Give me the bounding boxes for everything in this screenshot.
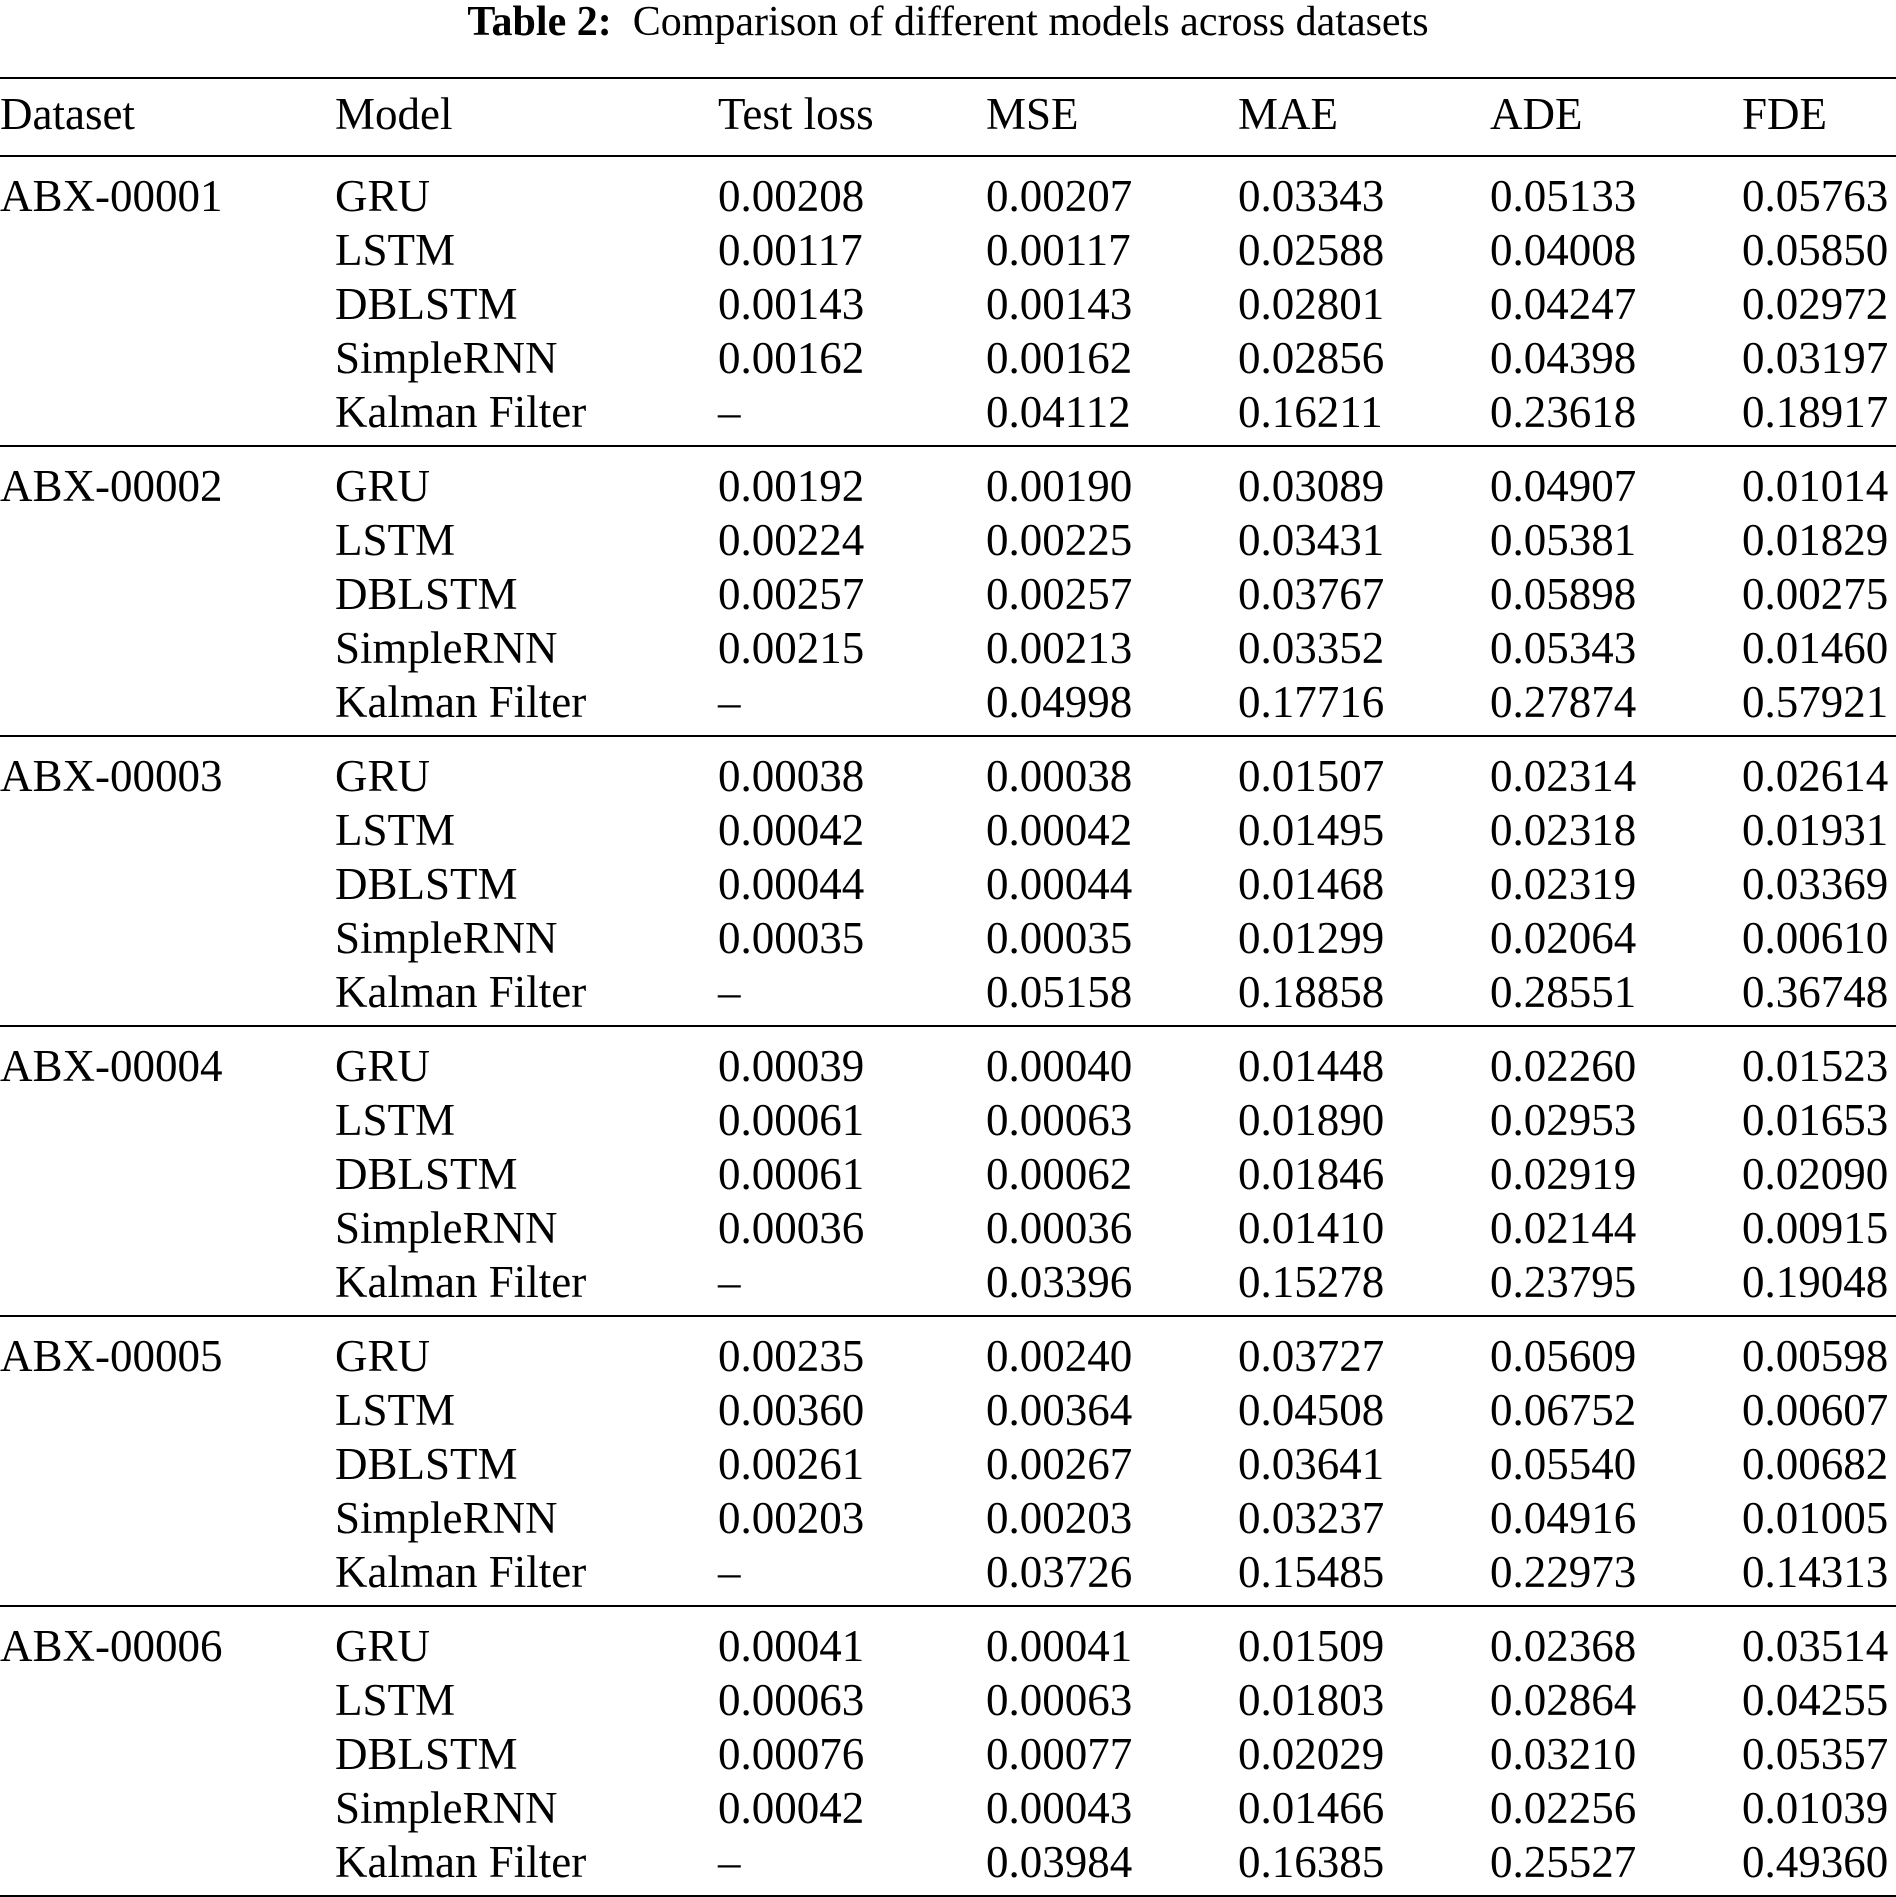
- cell-dataset: [0, 1727, 335, 1781]
- cell-fde: 0.00275: [1742, 569, 1889, 619]
- cell-ade: 0.23795: [1490, 1257, 1637, 1307]
- cell-mse: 0.00117: [986, 225, 1131, 275]
- cell-mae: 0.01410: [1238, 1203, 1385, 1253]
- dataset-group: [0, 736, 1896, 1026]
- table-caption: [0, 0, 1896, 50]
- cell-test-loss: 0.00035: [718, 913, 865, 963]
- cell-test-loss: –: [718, 677, 741, 727]
- cell-model: Kalman Filter: [335, 387, 587, 437]
- cell-mae: 0.02029: [1238, 1729, 1385, 1779]
- table-row: [0, 1201, 1896, 1255]
- cell-model: LSTM: [335, 1675, 456, 1725]
- cell-ade: 0.04247: [1490, 279, 1637, 329]
- table-row: [0, 621, 1896, 675]
- cell-dataset: [0, 1781, 335, 1835]
- table-row: [0, 277, 1896, 331]
- cell-model: SimpleRNN: [335, 623, 558, 673]
- cell-ade: 0.02314: [1490, 751, 1637, 801]
- cell-test-loss: 0.00038: [718, 751, 865, 801]
- cell-mse: 0.00207: [986, 171, 1133, 221]
- cell-mae: 0.04508: [1238, 1385, 1385, 1435]
- cell-model: DBLSTM: [335, 1439, 518, 1489]
- cell-ade: 0.02319: [1490, 859, 1637, 909]
- cell-mse: 0.04112: [986, 387, 1131, 437]
- cell-dataset: [0, 857, 335, 911]
- cell-mse: 0.04998: [986, 677, 1133, 727]
- header-mae: MAE: [1238, 89, 1338, 139]
- cell-model: GRU: [335, 461, 431, 511]
- table-row: [0, 675, 1896, 736]
- cell-mse: 0.00043: [986, 1783, 1133, 1833]
- cell-test-loss: 0.00162: [718, 333, 865, 383]
- cell-ade: 0.23618: [1490, 387, 1637, 437]
- cell-mae: 0.15485: [1238, 1547, 1385, 1597]
- cell-model: LSTM: [335, 1095, 456, 1145]
- header-test-loss: Test loss: [718, 89, 874, 139]
- cell-fde: 0.01039: [1742, 1783, 1889, 1833]
- cell-test-loss: 0.00261: [718, 1439, 865, 1489]
- header-row: [0, 78, 1896, 156]
- cell-test-loss: –: [718, 1837, 741, 1887]
- cell-mae: 0.01468: [1238, 859, 1385, 909]
- cell-mse: 0.00364: [986, 1385, 1133, 1435]
- dataset-group: [0, 1316, 1896, 1606]
- cell-fde: 0.01523: [1742, 1041, 1889, 1091]
- table-row: [0, 567, 1896, 621]
- cell-dataset: [0, 1491, 335, 1545]
- dataset-group: [0, 156, 1896, 446]
- cell-mse: 0.00225: [986, 515, 1133, 565]
- cell-test-loss: 0.00257: [718, 569, 865, 619]
- table-row: [0, 331, 1896, 385]
- cell-mae: 0.01507: [1238, 751, 1385, 801]
- table-row: [0, 911, 1896, 965]
- cell-mse: 0.03726: [986, 1547, 1133, 1597]
- cell-dataset: [0, 621, 335, 675]
- cell-mae: 0.03727: [1238, 1331, 1385, 1381]
- cell-model: Kalman Filter: [335, 677, 587, 727]
- cell-test-loss: 0.00039: [718, 1041, 865, 1091]
- cell-fde: 0.14313: [1742, 1547, 1889, 1597]
- cell-mse: 0.00077: [986, 1729, 1133, 1779]
- cell-model: LSTM: [335, 805, 456, 855]
- cell-model: Kalman Filter: [335, 967, 587, 1017]
- cell-model: DBLSTM: [335, 1149, 518, 1199]
- table-row: [0, 965, 1896, 1026]
- cell-ade: 0.02064: [1490, 913, 1637, 963]
- header-fde: FDE: [1742, 89, 1828, 139]
- table-caption-text: Comparison of different models across datasets: [632, 0, 1429, 45]
- cell-ade: 0.25527: [1490, 1837, 1637, 1887]
- cell-test-loss: –: [718, 1257, 741, 1307]
- table-row: [0, 1781, 1896, 1835]
- cell-mse: 0.00038: [986, 751, 1133, 801]
- cell-dataset: [0, 331, 335, 385]
- cell-test-loss: 0.00360: [718, 1385, 865, 1435]
- cell-model: LSTM: [335, 1385, 456, 1435]
- cell-fde: 0.01931: [1742, 805, 1889, 855]
- cell-model: LSTM: [335, 515, 456, 565]
- cell-test-loss: 0.00224: [718, 515, 865, 565]
- cell-mse: 0.03984: [986, 1837, 1133, 1887]
- cell-mse: 0.00063: [986, 1095, 1133, 1145]
- cell-test-loss: 0.00215: [718, 623, 865, 673]
- cell-fde: 0.05357: [1742, 1729, 1889, 1779]
- cell-mae: 0.16211: [1238, 387, 1383, 437]
- cell-mae: 0.01299: [1238, 913, 1385, 963]
- cell-mse: 0.00143: [986, 279, 1133, 329]
- cell-dataset: [0, 1147, 335, 1201]
- cell-model: SimpleRNN: [335, 913, 558, 963]
- cell-fde: 0.36748: [1742, 967, 1889, 1017]
- cell-model: Kalman Filter: [335, 1257, 587, 1307]
- table-row: [0, 1147, 1896, 1201]
- cell-mse: 0.05158: [986, 967, 1133, 1017]
- cell-test-loss: 0.00208: [718, 171, 865, 221]
- cell-mae: 0.03352: [1238, 623, 1385, 673]
- table-row: [0, 1437, 1896, 1491]
- cell-ade: 0.02318: [1490, 805, 1637, 855]
- cell-dataset: ABX-00001: [0, 171, 223, 221]
- cell-model: DBLSTM: [335, 569, 518, 619]
- cell-ade: 0.02260: [1490, 1041, 1637, 1091]
- dataset-group: [0, 1606, 1896, 1896]
- table-header: [0, 78, 1896, 156]
- cell-model: GRU: [335, 1621, 431, 1671]
- cell-test-loss: 0.00192: [718, 461, 865, 511]
- cell-model: SimpleRNN: [335, 1203, 558, 1253]
- cell-mse: 0.00035: [986, 913, 1133, 963]
- cell-fde: 0.57921: [1742, 677, 1889, 727]
- cell-test-loss: 0.00061: [718, 1149, 865, 1199]
- cell-fde: 0.03514: [1742, 1621, 1889, 1671]
- table-row: [0, 857, 1896, 911]
- cell-dataset: [0, 1093, 335, 1147]
- cell-dataset: ABX-00005: [0, 1331, 223, 1381]
- cell-test-loss: 0.00036: [718, 1203, 865, 1253]
- cell-model: Kalman Filter: [335, 1837, 587, 1887]
- cell-ade: 0.05133: [1490, 171, 1637, 221]
- cell-test-loss: 0.00117: [718, 225, 863, 275]
- cell-fde: 0.01005: [1742, 1493, 1889, 1543]
- table-row: [0, 446, 1896, 513]
- cell-ade: 0.22973: [1490, 1547, 1637, 1597]
- cell-mae: 0.01803: [1238, 1675, 1385, 1725]
- cell-fde: 0.03197: [1742, 333, 1889, 383]
- cell-ade: 0.05609: [1490, 1331, 1637, 1381]
- cell-dataset: ABX-00004: [0, 1041, 223, 1091]
- cell-mae: 0.01890: [1238, 1095, 1385, 1145]
- cell-dataset: [0, 1383, 335, 1437]
- cell-test-loss: 0.00203: [718, 1493, 865, 1543]
- cell-mse: 0.00203: [986, 1493, 1133, 1543]
- cell-fde: 0.03369: [1742, 859, 1889, 909]
- cell-ade: 0.02256: [1490, 1783, 1637, 1833]
- cell-test-loss: –: [718, 387, 741, 437]
- table-row: [0, 1491, 1896, 1545]
- cell-dataset: [0, 911, 335, 965]
- cell-mae: 0.03089: [1238, 461, 1385, 511]
- cell-fde: 0.04255: [1742, 1675, 1889, 1725]
- table-row: [0, 1606, 1896, 1673]
- cell-fde: 0.18917: [1742, 387, 1889, 437]
- cell-mse: 0.00062: [986, 1149, 1133, 1199]
- table-row: [0, 1383, 1896, 1437]
- cell-dataset: ABX-00003: [0, 751, 223, 801]
- cell-mse: 0.00063: [986, 1675, 1133, 1725]
- cell-mae: 0.01466: [1238, 1783, 1385, 1833]
- cell-mae: 0.02588: [1238, 225, 1385, 275]
- cell-dataset: ABX-00002: [0, 461, 223, 511]
- cell-test-loss: –: [718, 967, 741, 1017]
- cell-mse: 0.00042: [986, 805, 1133, 855]
- cell-test-loss: 0.00042: [718, 1783, 865, 1833]
- cell-ade: 0.02953: [1490, 1095, 1637, 1145]
- cell-model: GRU: [335, 1331, 431, 1381]
- cell-ade: 0.02864: [1490, 1675, 1637, 1725]
- cell-fde: 0.00915: [1742, 1203, 1889, 1253]
- cell-model: DBLSTM: [335, 859, 518, 909]
- cell-model: SimpleRNN: [335, 1493, 558, 1543]
- cell-dataset: [0, 1835, 335, 1896]
- cell-mse: 0.00162: [986, 333, 1133, 383]
- cell-mae: 0.01448: [1238, 1041, 1385, 1091]
- cell-dataset: [0, 567, 335, 621]
- cell-dataset: [0, 385, 335, 446]
- cell-fde: 0.01460: [1742, 623, 1889, 673]
- cell-ade: 0.05381: [1490, 515, 1637, 565]
- cell-mae: 0.03237: [1238, 1493, 1385, 1543]
- cell-mse: 0.00267: [986, 1439, 1133, 1489]
- cell-mse: 0.03396: [986, 1257, 1133, 1307]
- dataset-group: [0, 446, 1896, 736]
- cell-fde: 0.02090: [1742, 1149, 1889, 1199]
- cell-ade: 0.05540: [1490, 1439, 1637, 1489]
- cell-dataset: [0, 803, 335, 857]
- cell-dataset: [0, 513, 335, 567]
- cell-ade: 0.04907: [1490, 461, 1637, 511]
- cell-ade: 0.02144: [1490, 1203, 1637, 1253]
- cell-mse: 0.00041: [986, 1621, 1133, 1671]
- cell-mae: 0.02801: [1238, 279, 1385, 329]
- cell-ade: 0.05898: [1490, 569, 1637, 619]
- cell-mse: 0.00190: [986, 461, 1133, 511]
- cell-dataset: [0, 1673, 335, 1727]
- cell-ade: 0.27874: [1490, 677, 1637, 727]
- cell-mae: 0.03767: [1238, 569, 1385, 619]
- cell-dataset: [0, 965, 335, 1026]
- cell-dataset: [0, 1201, 335, 1255]
- cell-test-loss: –: [718, 1547, 741, 1597]
- cell-mse: 0.00036: [986, 1203, 1133, 1253]
- cell-test-loss: 0.00076: [718, 1729, 865, 1779]
- cell-mae: 0.01846: [1238, 1149, 1385, 1199]
- cell-ade: 0.04916: [1490, 1493, 1637, 1543]
- cell-fde: 0.05850: [1742, 225, 1889, 275]
- table-row: [0, 803, 1896, 857]
- dataset-group: [0, 1026, 1896, 1316]
- cell-fde: 0.19048: [1742, 1257, 1889, 1307]
- cell-model: Kalman Filter: [335, 1547, 587, 1597]
- cell-ade: 0.04398: [1490, 333, 1637, 383]
- header-mse: MSE: [986, 89, 1079, 139]
- table-row: [0, 1026, 1896, 1093]
- cell-dataset: [0, 277, 335, 331]
- table-caption-label: Table 2:: [467, 0, 612, 45]
- cell-dataset: [0, 223, 335, 277]
- cell-mae: 0.01509: [1238, 1621, 1385, 1671]
- table-row: [0, 223, 1896, 277]
- cell-mse: 0.00257: [986, 569, 1133, 619]
- cell-test-loss: 0.00063: [718, 1675, 865, 1725]
- table-row: [0, 1673, 1896, 1727]
- cell-fde: 0.00607: [1742, 1385, 1889, 1435]
- cell-fde: 0.00610: [1742, 913, 1889, 963]
- cell-fde: 0.01829: [1742, 515, 1889, 565]
- cell-model: SimpleRNN: [335, 1783, 558, 1833]
- cell-mse: 0.00040: [986, 1041, 1133, 1091]
- table-row: [0, 156, 1896, 223]
- table-row: [0, 1093, 1896, 1147]
- header-dataset: Dataset: [0, 89, 135, 139]
- cell-ade: 0.03210: [1490, 1729, 1637, 1779]
- cell-mae: 0.03343: [1238, 171, 1385, 221]
- cell-fde: 0.00682: [1742, 1439, 1889, 1489]
- cell-model: GRU: [335, 751, 431, 801]
- cell-mae: 0.03431: [1238, 515, 1385, 565]
- cell-dataset: [0, 1255, 335, 1316]
- table-row: [0, 736, 1896, 803]
- table-row: [0, 385, 1896, 446]
- table-row: [0, 513, 1896, 567]
- table-row: [0, 1316, 1896, 1383]
- cell-ade: 0.04008: [1490, 225, 1637, 275]
- cell-mse: 0.00213: [986, 623, 1133, 673]
- cell-mae: 0.03641: [1238, 1439, 1385, 1489]
- cell-mae: 0.02856: [1238, 333, 1385, 383]
- cell-mse: 0.00044: [986, 859, 1133, 909]
- cell-dataset: ABX-00006: [0, 1621, 223, 1671]
- cell-model: SimpleRNN: [335, 333, 558, 383]
- cell-model: GRU: [335, 1041, 431, 1091]
- cell-test-loss: 0.00044: [718, 859, 865, 909]
- cell-fde: 0.49360: [1742, 1837, 1889, 1887]
- table-row: [0, 1727, 1896, 1781]
- cell-model: DBLSTM: [335, 279, 518, 329]
- cell-dataset: [0, 1545, 335, 1606]
- cell-test-loss: 0.00061: [718, 1095, 865, 1145]
- cell-mse: 0.00240: [986, 1331, 1133, 1381]
- cell-model: DBLSTM: [335, 1729, 518, 1779]
- cell-fde: 0.02972: [1742, 279, 1889, 329]
- cell-model: LSTM: [335, 225, 456, 275]
- table-row: [0, 1255, 1896, 1316]
- cell-test-loss: 0.00143: [718, 279, 865, 329]
- cell-mae: 0.17716: [1238, 677, 1385, 727]
- cell-fde: 0.05763: [1742, 171, 1889, 221]
- cell-test-loss: 0.00041: [718, 1621, 865, 1671]
- results-table: [0, 77, 1896, 1897]
- cell-mae: 0.01495: [1238, 805, 1385, 855]
- cell-ade: 0.06752: [1490, 1385, 1637, 1435]
- cell-ade: 0.05343: [1490, 623, 1637, 673]
- cell-dataset: [0, 675, 335, 736]
- cell-test-loss: 0.00042: [718, 805, 865, 855]
- table-row: [0, 1835, 1896, 1896]
- cell-dataset: [0, 1437, 335, 1491]
- cell-fde: 0.01014: [1742, 461, 1889, 511]
- cell-ade: 0.02919: [1490, 1149, 1637, 1199]
- cell-mae: 0.16385: [1238, 1837, 1385, 1887]
- cell-model: GRU: [335, 171, 431, 221]
- table-row: [0, 1545, 1896, 1606]
- cell-ade: 0.28551: [1490, 967, 1637, 1017]
- cell-mae: 0.15278: [1238, 1257, 1385, 1307]
- cell-mae: 0.18858: [1238, 967, 1385, 1017]
- cell-fde: 0.00598: [1742, 1331, 1889, 1381]
- cell-test-loss: 0.00235: [718, 1331, 865, 1381]
- cell-ade: 0.02368: [1490, 1621, 1637, 1671]
- cell-fde: 0.02614: [1742, 751, 1889, 801]
- header-model: Model: [335, 89, 453, 139]
- cell-fde: 0.01653: [1742, 1095, 1889, 1145]
- header-ade: ADE: [1490, 89, 1583, 139]
